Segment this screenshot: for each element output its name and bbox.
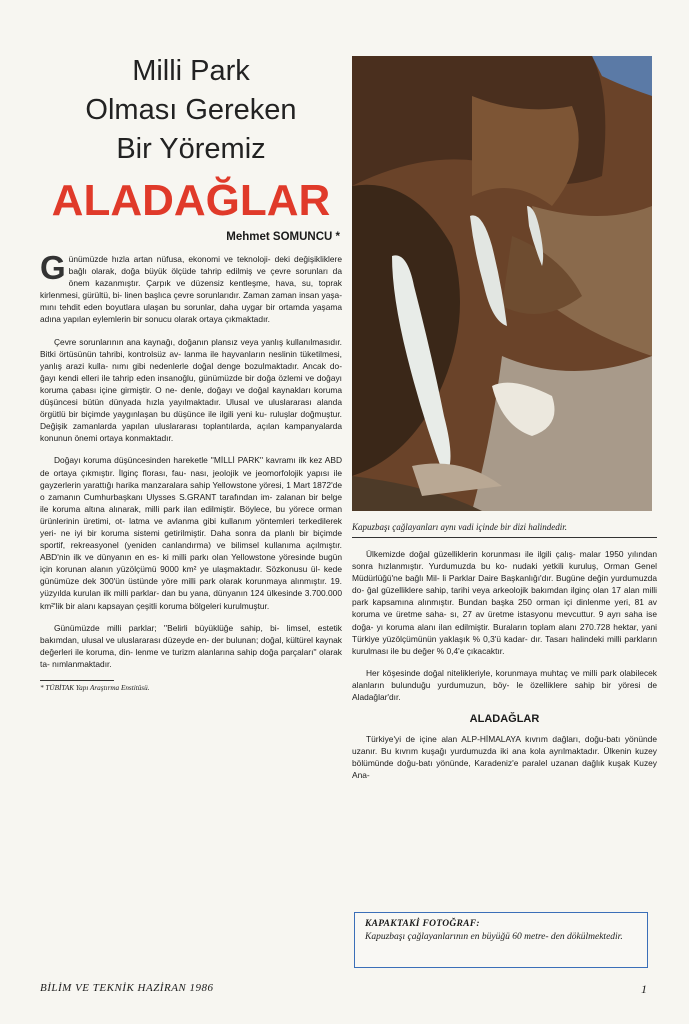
paragraph-1-text: ünümüzde hızla artan nüfusa, ekonomi ve teknoloji- deki değişikliklere bağlı olarak, doğa büyük ölçüde tahrip edilmiş ve çevre sorunları da önem kazanmıştır. Çarpık ve düzensiz kentleşme, hava, su, toprak kirlenmesi, gürültü, bi- linen başlıca çevre sorunlarıdır. Zaman zaman insan yaşa- mını tehdit eden boyutlara ulaşan bu sorunlar, daha uygar bir ortamda yaşama adına yapılan eylemlerin bir sonucu olarak ortaya çıkmaktadır. [40, 254, 342, 325]
waterfall-photo [352, 56, 652, 511]
page-number: 1 [641, 982, 647, 996]
paragraph-3: Doğayı koruma düşüncesinden hareketle ''MİLLİ PARK'' kavramı ilk kez ABD de ortaya çıkmıştır. İlginç florası, fau- nası, jeolojik ve jeomorfolojik yapısı ile gayzerlerin yarattığı harika manzaralara sahip Yellowstone yöresi, 1 Mart 1872'de o zamanın Cumhurbaşkanı Ulysses S.GRANT tarafından im- zalanan bir belge ile koruma altına alınarak, milli park ilan edilmiştir. Böylece, bu yörece orman ürünlerinin üretimi, ot- latma ve avlanma gibi kullanım yöntemleri terkedilerek yeri- ne iyi bir koruma sistemi getirilmiştir. Daha sonra da planlı bir biçimde sportif, rekreasyonel (yeniden canlandırma) ve bilimsel kullanıma açılmıştır. ABD'nin ilk ve dünyanın en es- ki milli parkı olan Yellowstone yöresinde bugün için korunan alanın yüzölçümü 9000 km² ye ulaşmaktadır. Sözkonusu ül- kede günümüze dek 300'ün üstünde yöre milli park olarak korunmaya alınmıştır. 19. yüzyılda kurulan ilk milli parklar- dan bu yana, dünyanın 124 ülkesinde 3.700.000 km²'lik bir alanı kapsayan çeşitli koruma bölgeleri kurulmuştur. [40, 455, 342, 611]
right-paragraph-3: Türkiye'yi de içine alan ALP-HİMALAYA kıvrım dağları, doğu-batı yönünde uzanır. Bu kıvrım kuşağı yurdumuzda iki ana kola ayrılmaktadır. Ülkenin kuzey bölümünde doğu-batı yönünde, Karadeniz'e paralel uzanan dağlık kuşak Kuzey Ana- [352, 734, 657, 781]
right-paragraph-1: Ülkemizde doğal güzelliklerin korunması ile ilgili çalış- malar 1950 yılından sonra hızlanmıştır. Yurdumuzda bu ko- nudaki yetkili kuruluş, Orman Genel Müdürlüğü'ne bağlı Mil- li Parklar Daire Başkanlığı'dır. Bugüne değin yurdumuzda do- ğal güzelliklere sahip, tarihi veya arkeolojik bakımdan ilginç olan 17 alan milli park kapsamına alınmıştır. Bundan başka 250 orman içi dinlenme yeri, 81 av koruma ve üretme saha- sı, 27 av üretme istasyonu mevcuttur. 9 ayrı saha ise doğa- yı koruma alanı ilan edilmiştir. Buraların toplam alanı 270.728 hektar, yani Türkiye yüzölçümünün yaklaşık % 0,3'ü kadar- dır. Tasarı halindeki milli parkların kurulması ile bu değer % 0,4'e çıkacaktır. [352, 549, 657, 656]
footnote: * TÜBİTAK Yapı Araştırma Enstitüsü. [40, 684, 150, 692]
title-line-3: Bir Yöremiz [116, 133, 266, 165]
paragraph-4: Günümüzde milli parklar; ''Belirli büyüklüğe sahip, bi- limsel, estetik bakımdan, ulusal ve uluslararası düzeyde en- der bulunan; doğal, kültürel kaynak değerleri ile koruma, din- lenme ve turizm alanlarına sahip doğa parçaları'' olarak ta- nımlanmaktadır. [40, 622, 342, 669]
paragraph-2: Çevre sorunlarının ana kaynağı, doğanın plansız veya yanlış kullanılmasıdır. Bitki örtüsünün tahribi, kontrolsüz av- lanma ile hayvanların neslinin tüketilmesi, yanlış arazi kulla- nımı gibi nedenlerle doğal denge bozulmaktadır. Ancak do- ğayı kendi elleri ile tahrip eden insanoğlu, günümüzde bir doğa özlemi ve doğayı koruma çabası içine girmiştir. O ne- denle, doğayı ve doğal kaynakları koruma düşüncesi bütün dünyada hızla yayılmaktadır. Ulusal ve uluslararası alanda örgütlü bir biçimde yaygınlaşan bu düşünce ile ilgili yeni ku- ruluşlar doğmuştur. Değişik zamanlarda yapılan uluslararası toplantılarda, açılan kampanyalarda konunun önemi ortaya konmaktadır. [40, 336, 342, 444]
cover-photo-title: KAPAKTAKİ FOTOĞRAF: [365, 919, 480, 929]
cover-photo-box [354, 912, 648, 968]
section-heading: ALADAĞLAR [469, 713, 540, 726]
headline: ALADAĞLAR [51, 176, 331, 225]
left-column [40, 52, 342, 692]
right-column [352, 56, 657, 792]
author-byline: Mehmet SOMUNCU * [226, 231, 340, 243]
journal-footer: BİLİM VE TEKNİK HAZİRAN 1986 [40, 982, 214, 994]
right-paragraph-2: Her köşesinde doğal nitelikleriyle, korunmaya muhtaç ve milli park olabilecek alanların bulunduğu yurdumuzun, böy- le özelliklere sahip bir yöresi de Aladağlar'dır. [352, 667, 657, 703]
photo-caption: Kapuzbaşı çağlayanları aynı vadi içinde bir dizi halindedir. [352, 521, 657, 538]
waterfall-illustration [352, 56, 652, 511]
cover-photo-text: Kapuzbaşı çağlayanlarının en büyüğü 60 metre- den dökülmektedir. [365, 932, 623, 942]
drop-cap: G [40, 249, 66, 286]
paragraph-1 [40, 249, 342, 326]
article-title [40, 52, 342, 169]
footnote-separator [40, 680, 114, 681]
title-line-2: Olması Gereken [85, 94, 297, 126]
title-line-1: Milli Park [132, 55, 250, 87]
